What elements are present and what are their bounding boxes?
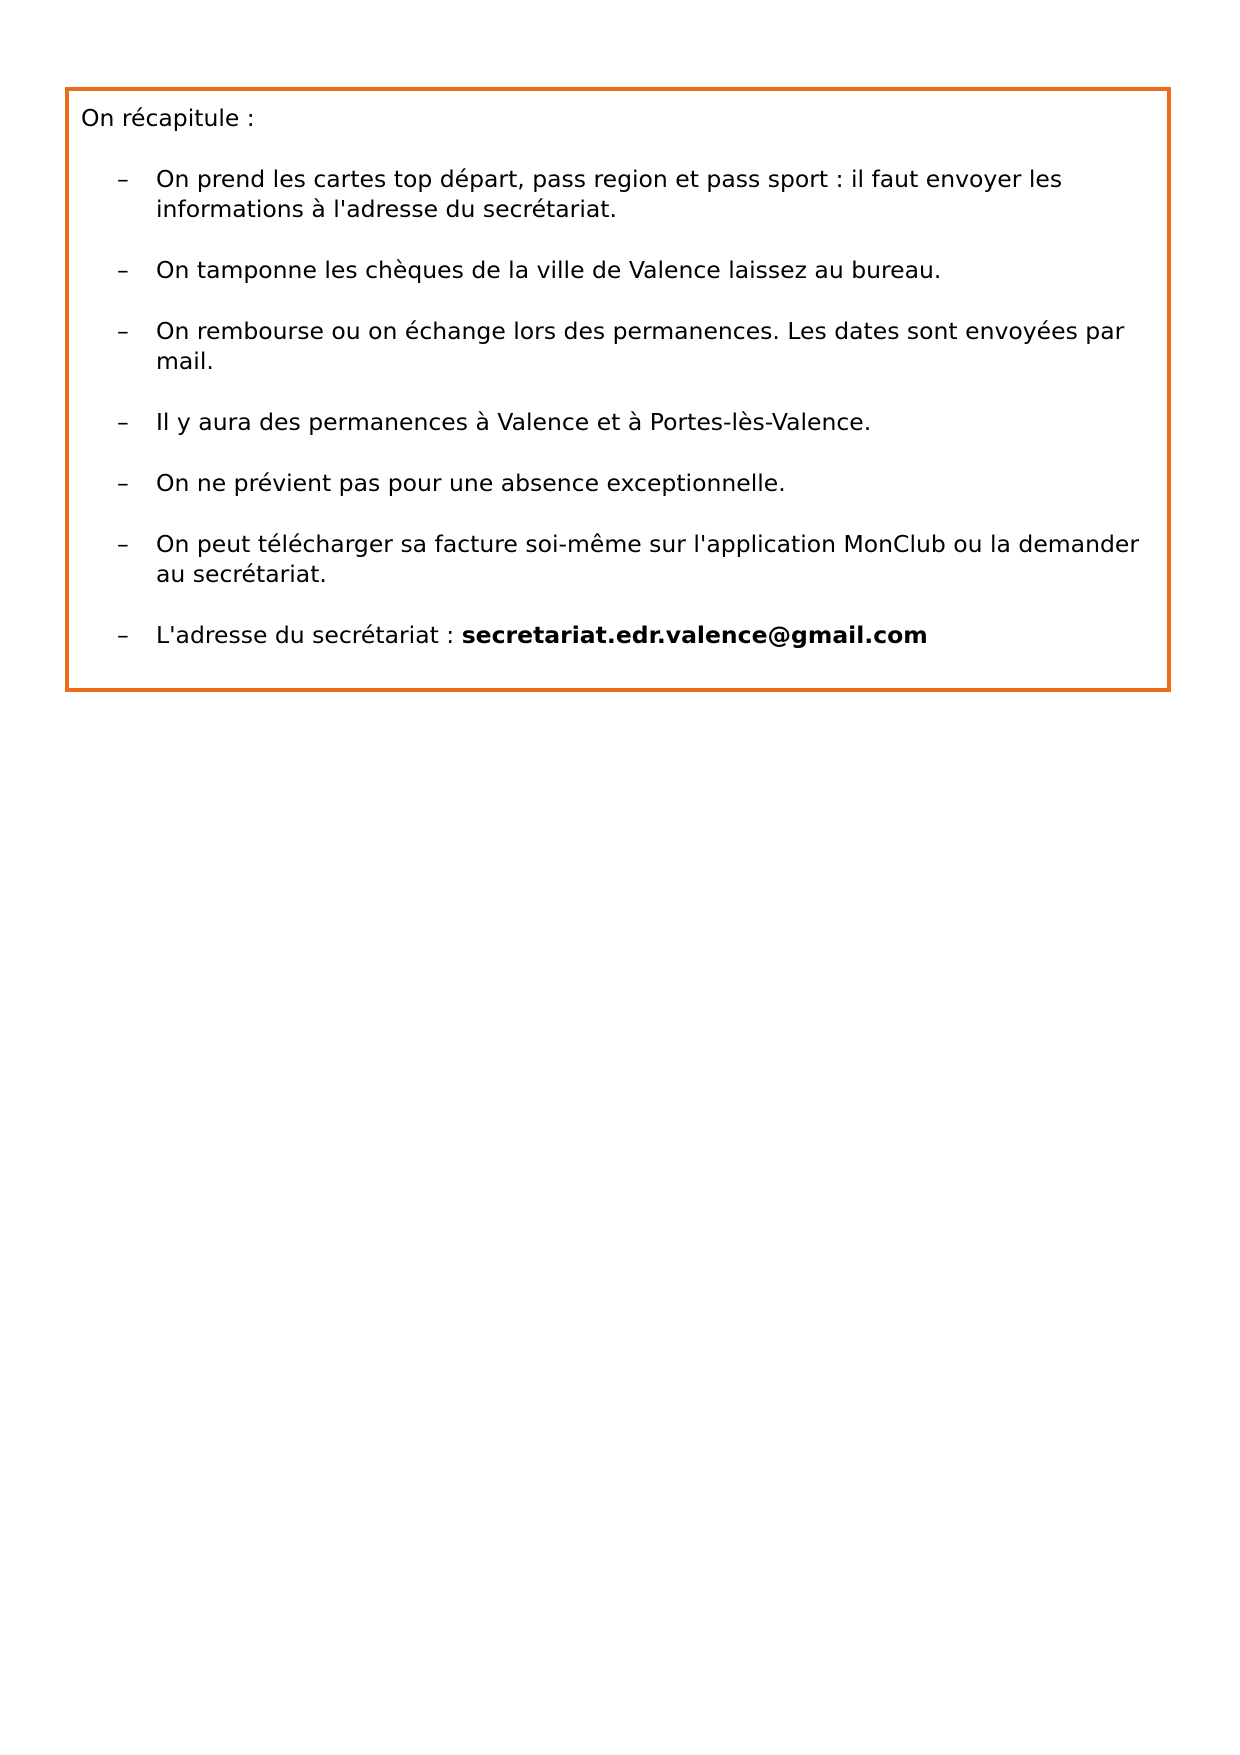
dash-bullet-icon: – — [117, 408, 129, 436]
dash-bullet-icon: – — [117, 469, 129, 497]
address-label: L'adresse du secrétariat : — [156, 621, 462, 649]
dash-bullet-icon: – — [117, 165, 129, 193]
recap-box — [65, 87, 1171, 692]
dash-bullet-icon: – — [117, 256, 129, 284]
dash-bullet-icon: – — [117, 530, 129, 558]
secretariat-email: secretariat.edr.valence@gmail.com — [461, 621, 928, 649]
recap-heading: On récapitule : — [81, 104, 255, 132]
list-item — [81, 255, 1153, 285]
list-item-text: On ne prévient pas pour une absence exceptionnelle. — [156, 469, 786, 497]
list-item-text: On tamponne les chèques de la ville de Valence laissez au bureau. — [156, 256, 942, 284]
list-item-text: On peut télécharger sa facture soi-même sur l'application MonClub ou la demander au secrétariat. — [156, 530, 1139, 588]
dash-bullet-icon: – — [117, 621, 129, 649]
list-item — [81, 407, 1153, 437]
list-item — [81, 529, 1153, 589]
recap-list — [81, 164, 1153, 650]
list-item-address — [81, 620, 1153, 650]
list-item-text: On rembourse ou on échange lors des permanences. Les dates sont envoyées par mail. — [156, 317, 1125, 375]
list-item-text: On prend les cartes top départ, pass region et pass sport : il faut envoyer les informations à l'adresse du secrétariat. — [156, 165, 1063, 223]
list-item-text: Il y aura des permanences à Valence et à Portes-lès-Valence. — [156, 408, 872, 436]
list-item — [81, 316, 1153, 376]
dash-bullet-icon: – — [117, 317, 129, 345]
list-item — [81, 164, 1153, 224]
list-item — [81, 468, 1153, 498]
